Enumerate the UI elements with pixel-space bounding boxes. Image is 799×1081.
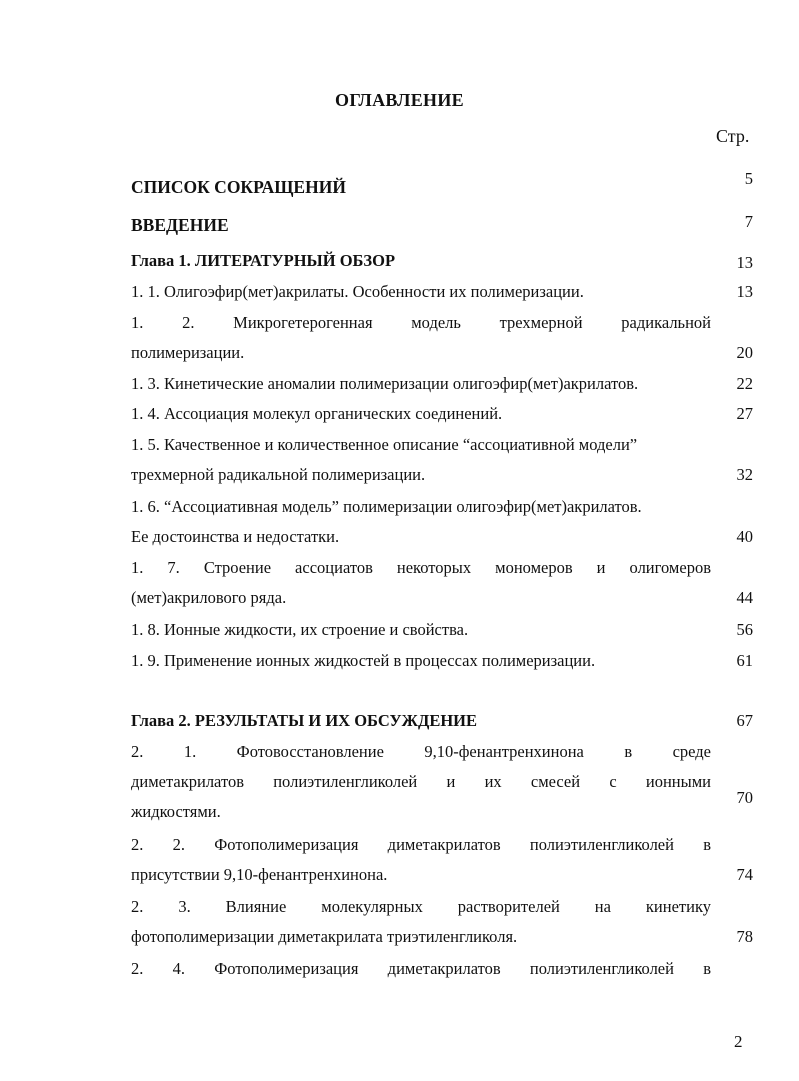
toc-entry-text: жидкостями. [131, 802, 221, 821]
toc-entry-1-6 [131, 492, 753, 552]
page-column-header: Стр. [716, 126, 750, 146]
toc-entry-page: 44 [736, 588, 753, 607]
toc-entry-chapter-2 [131, 706, 753, 736]
toc-entry-text: присутствии 9,10-фенантренхинона. [131, 865, 388, 884]
toc-entry-page: 78 [736, 927, 753, 946]
toc-entry-text: ВВЕДЕНИЕ [131, 215, 229, 235]
toc-entry-1-1 [131, 277, 753, 307]
toc-entry-text: Ее достоинства и недостатки. [131, 527, 340, 546]
toc-entry-page: 32 [736, 465, 753, 484]
toc-entry-1-4 [131, 399, 753, 429]
toc-entry-abbreviations [131, 169, 753, 202]
toc-title: ОГЛАВЛЕНИЕ [335, 90, 464, 110]
toc-entry-text: 2. 1. Фотовосстановление 9,10-фенантренхинона в среде [131, 742, 711, 761]
toc-entry-1-3 [131, 369, 753, 399]
toc-entry-text: фотополимеризации диметакрилата триэтиленгликоля. [131, 927, 518, 946]
toc-entry-text: 2. 3. Влияние молекулярных растворителей на кинетику [131, 897, 711, 916]
toc-entry-text: Глава 1. ЛИТЕРАТУРНЫЙ ОБЗОР [131, 251, 396, 270]
toc-entry-page: 22 [736, 374, 753, 393]
toc-entry-1-7 [131, 553, 753, 613]
toc-entry-1-5 [131, 430, 753, 490]
toc-entry-text: 1. 7. Строение ассоциатов некоторых мономеров и олигомеров [131, 558, 711, 577]
toc-entry-2-2 [131, 830, 753, 890]
toc-entry-text: 1. 8. Ионные жидкости, их строение и свойства. [131, 620, 469, 639]
toc-entry-page: 7 [744, 212, 753, 231]
toc-entry-page: 13 [736, 282, 753, 301]
toc-entry-page: 13 [736, 253, 753, 272]
toc-entry-text: Глава 2. РЕЗУЛЬТАТЫ И ИХ ОБСУЖДЕНИЕ [131, 711, 478, 730]
toc-entry-2-4 [131, 954, 753, 984]
toc-entry-text: 1. 1. Олигоэфир(мет)акрилаты. Особенности их полимеризации. [131, 282, 584, 301]
toc-entry-page: 20 [736, 343, 753, 362]
toc-entry-2-1 [131, 737, 753, 827]
toc-entry-1-2 [131, 308, 753, 368]
toc-entry-text: (мет)акрилового ряда. [131, 588, 287, 607]
toc-entry-text: 2. 4. Фотополимеризация диметакрилатов полиэтиленгликолей в [131, 959, 711, 978]
toc-entry-text: 1. 3. Кинетические аномалии полимеризации олигоэфир(мет)акрилатов. [131, 374, 639, 393]
toc-entry-page: 70 [736, 788, 753, 807]
toc-entry-page: 56 [736, 620, 753, 639]
toc-entry-page: 27 [736, 404, 753, 423]
toc-entry-page: 61 [736, 651, 753, 670]
page-number: 2 [734, 1032, 743, 1051]
toc-entry-1-9 [131, 646, 753, 676]
toc-entry-text: диметакрилатов полиэтиленгликолей и их смесей с ионными [131, 772, 711, 791]
toc-entry-page: 5 [744, 169, 753, 188]
toc-entry-text: 1. 4. Ассоциация молекул органических соединений. [131, 404, 503, 423]
toc-entry-text: трехмерной радикальной полимеризации. [131, 465, 426, 484]
toc-entry-page: 40 [736, 527, 753, 546]
toc-entry-2-3 [131, 892, 753, 952]
toc-entry-text: 2. 2. Фотополимеризация диметакрилатов полиэтиленгликолей в [131, 835, 711, 854]
toc-entry-text: 1. 5. Качественное и количественное описание “ассоциативной модели” [131, 435, 638, 454]
toc-entry-text: 1. 9. Применение ионных жидкостей в процессах полимеризации. [131, 651, 596, 670]
toc-entry-text: СПИСОК СОКРАЩЕНИЙ [131, 177, 346, 197]
toc-entry-text: 1. 6. “Ассоциативная модель” полимеризации олигоэфир(мет)акрилатов. [131, 497, 642, 516]
toc-entry-1-8 [131, 615, 753, 645]
toc-entry-chapter-1 [131, 246, 753, 276]
toc-entry-introduction [131, 210, 753, 240]
toc-entry-page: 67 [736, 711, 753, 730]
toc-entry-page: 74 [736, 865, 753, 884]
toc-entry-text: 1. 2. Микрогетерогенная модель трехмерной радикальной [131, 313, 711, 332]
toc-entry-text: полимеризации. [131, 343, 245, 362]
